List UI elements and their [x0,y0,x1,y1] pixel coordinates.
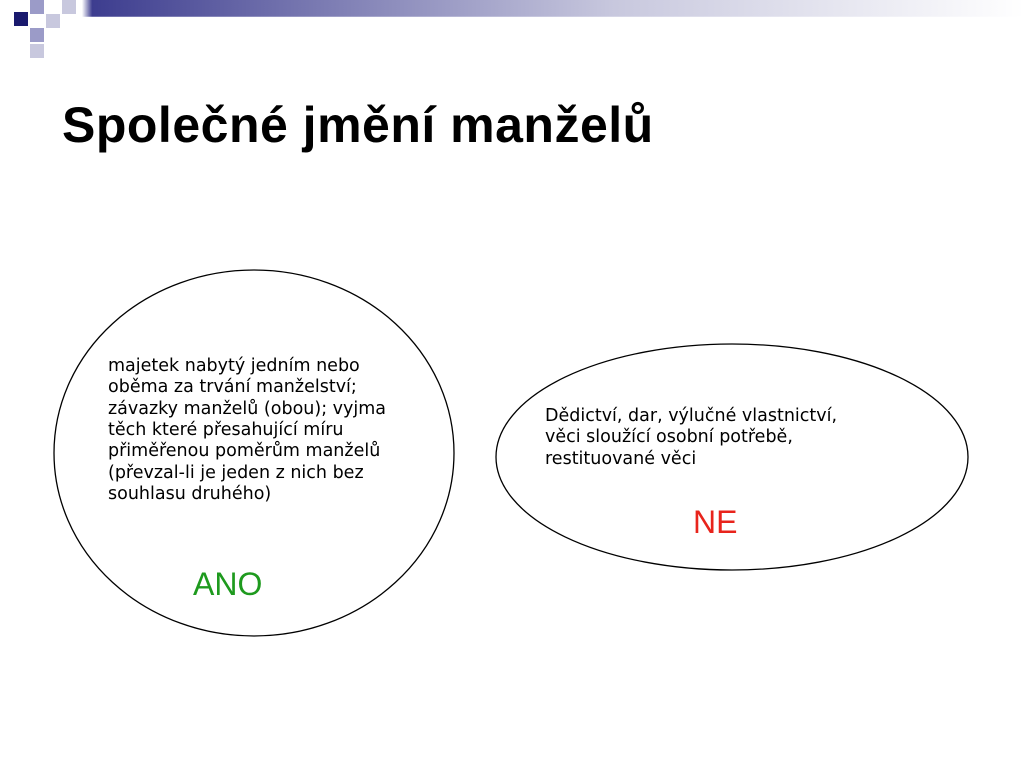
left-bubble-line: přiměřenou poměrům manželů [108,441,381,462]
left-bubble-line: (převzal-li je jeden z nich bez [108,462,364,483]
verdict-yes-label: ANO [193,566,263,602]
right-bubble-line: věci sloužící osobní potřebě, [545,427,793,448]
right-bubble-line: restituované věci [545,448,697,469]
left-bubble-line: oběma za trvání manželství; [108,377,357,398]
decorative-squares [0,0,90,70]
left-bubble-line: souhlasu druhého) [108,484,272,505]
left-bubble-line: majetek nabytý jedním nebo [108,356,360,376]
header-gradient-bar [0,0,1024,40]
left-bubble-line: těch které přesahující míru [108,420,344,441]
verdict-no-label: NE [693,504,738,540]
right-bubble-text [545,406,945,470]
right-bubble-line: Dědictví, dar, výlučné vlastnictví, [545,406,838,426]
left-bubble-text [108,356,448,505]
slide-title: Společné jmění manželů [62,97,654,153]
left-bubble-line: závazky manželů (obou); vyjma [108,398,387,419]
